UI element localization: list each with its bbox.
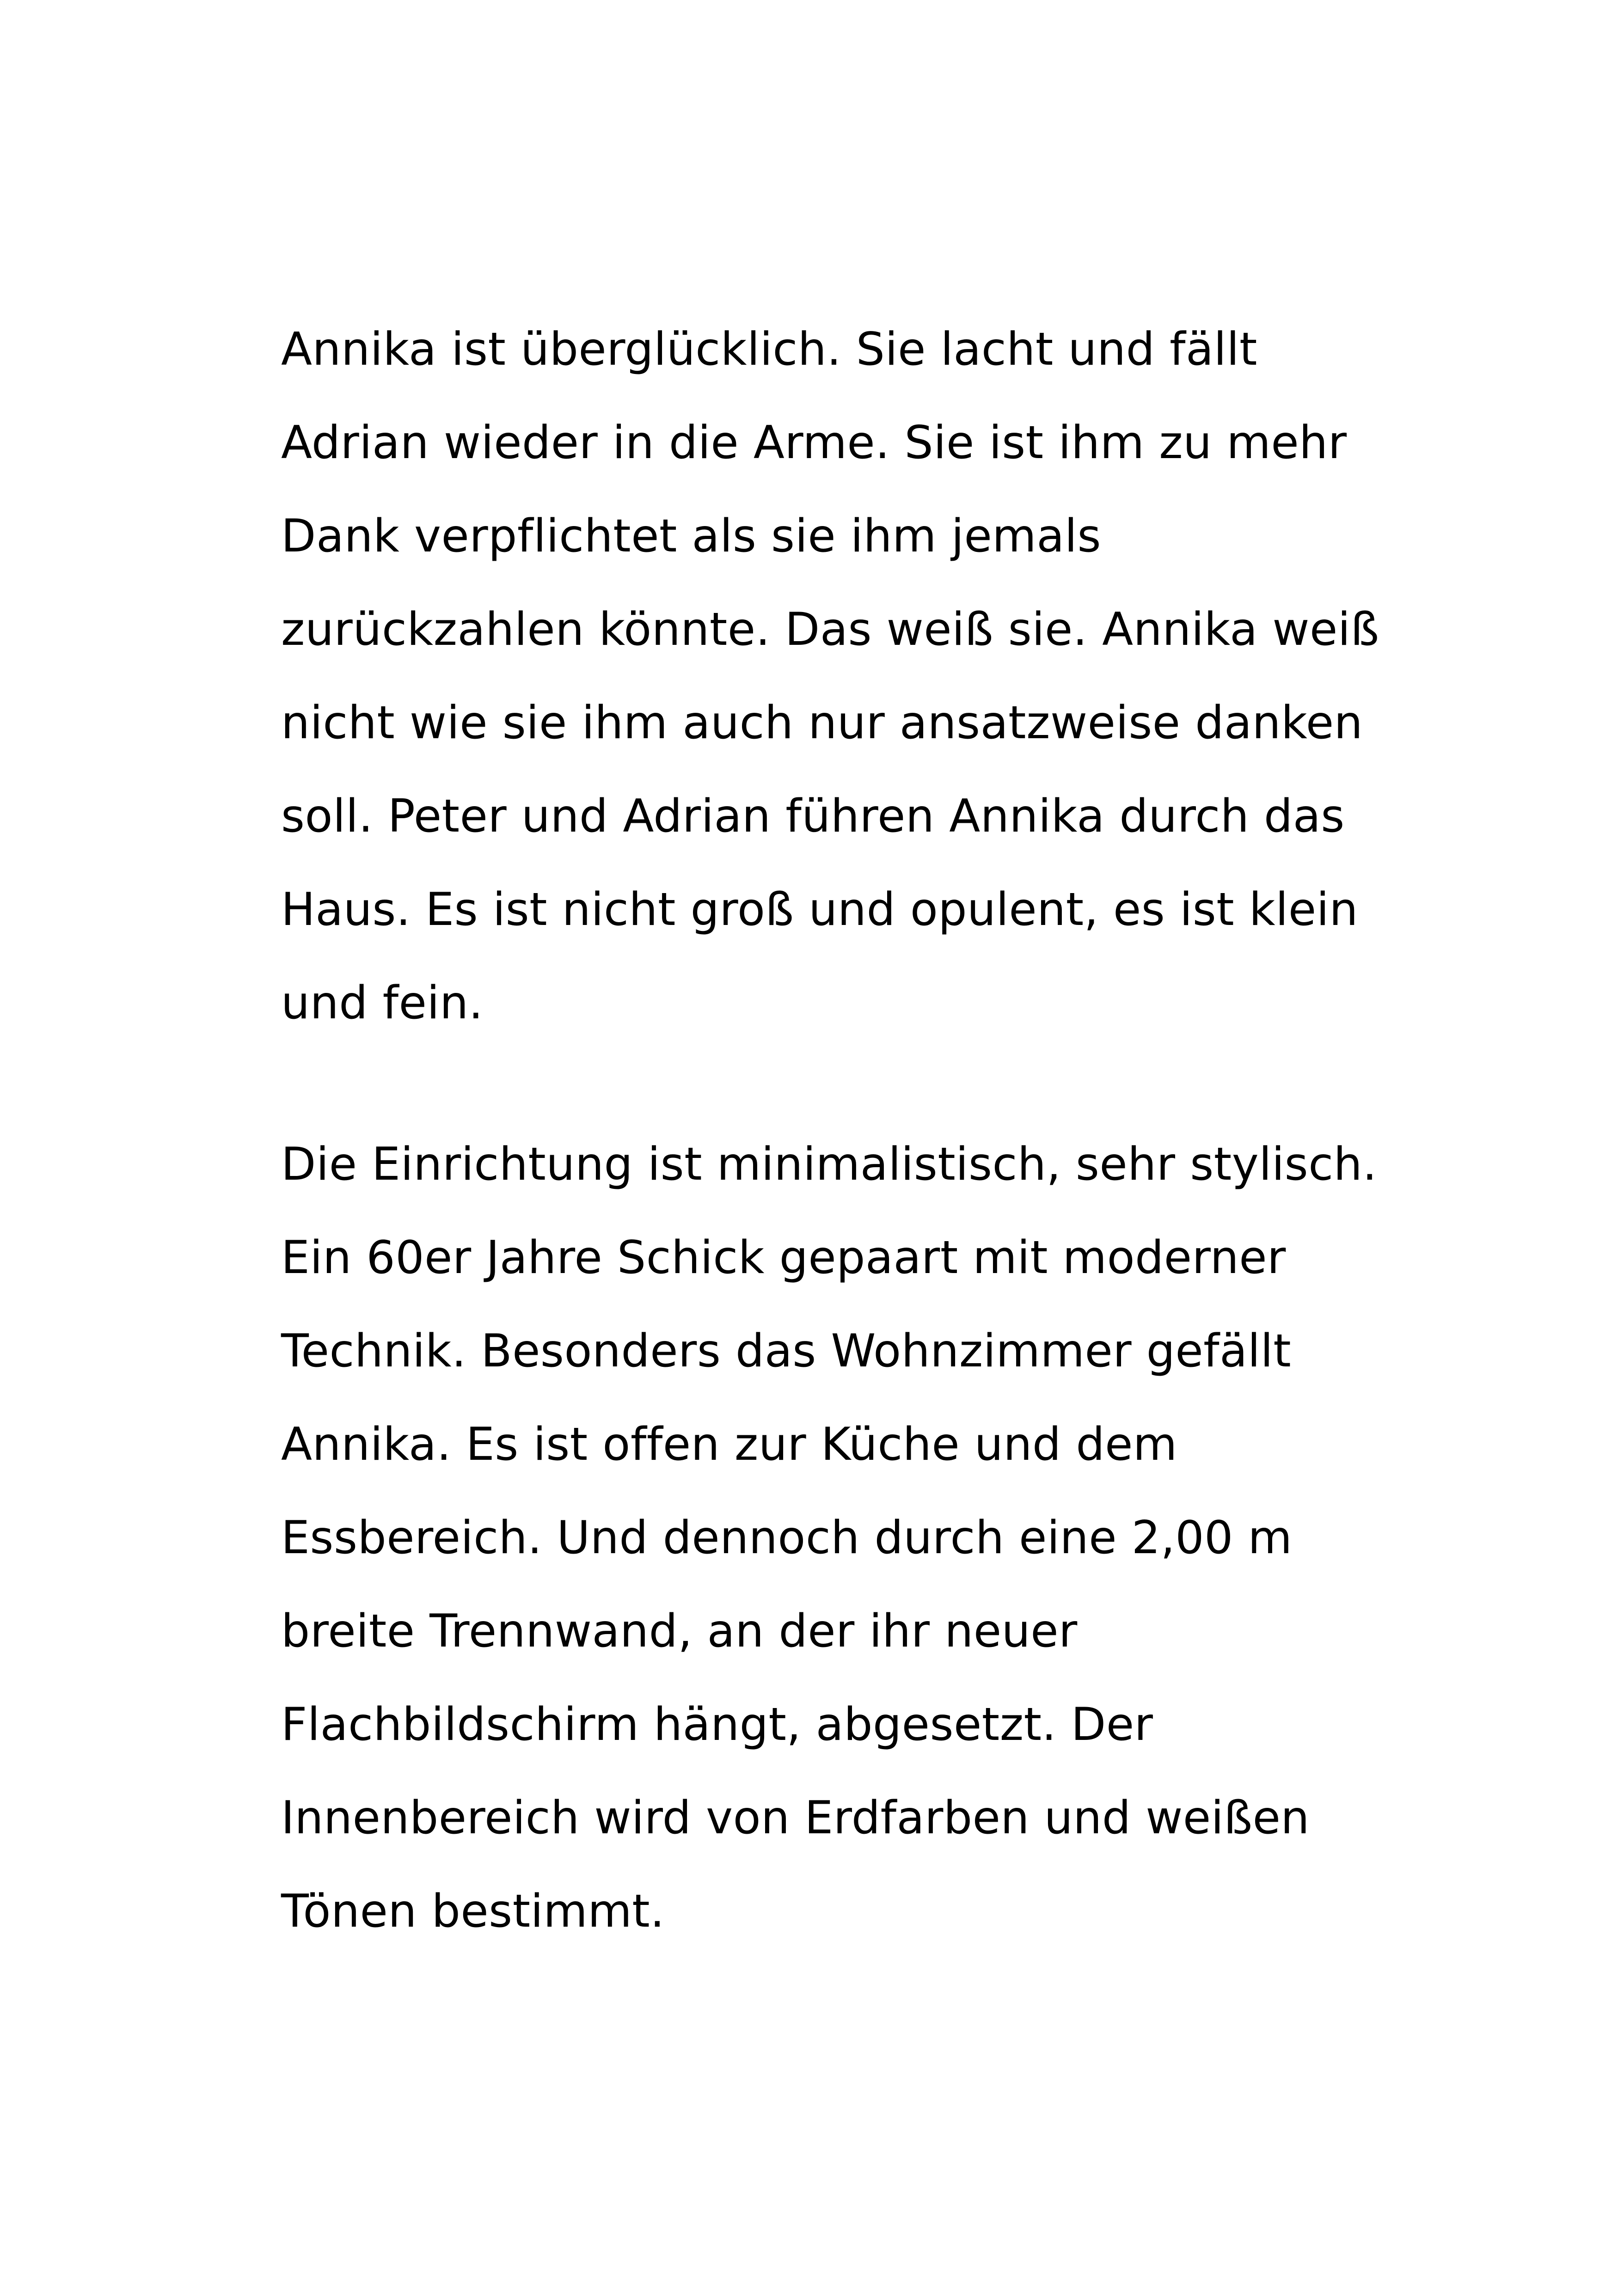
text-line: Annika ist überglücklich. Sie lacht und fällt (281, 323, 1257, 376)
text-line: Dank verpflichtet als sie ihm jemals (281, 510, 1102, 563)
text-line: Tönen bestimmt. (281, 1885, 665, 1938)
text-line: Innenbereich wird von Erdfarben und weißen (281, 1792, 1310, 1844)
paragraph-1 (281, 303, 1391, 1050)
text-line: Ein 60er Jahre Schick gepaart mit moderner (281, 1231, 1286, 1284)
text-line: breite Trennwand, an der ihr neuer (281, 1605, 1078, 1658)
text-line: Annika. Es ist offen zur Küche und dem (281, 1418, 1177, 1471)
text-line: Essbereich. Und dennoch durch eine 2,00 m (281, 1512, 1293, 1564)
text-line: Die Einrichtung ist minimalistisch, sehr stylisch. (281, 1138, 1377, 1191)
text-line: Flachbildschirm hängt, abgesetzt. Der (281, 1698, 1153, 1751)
text-line: Adrian wieder in die Arme. Sie ist ihm zu mehr (281, 416, 1347, 469)
text-line: Haus. Es ist nicht groß und opulent, es ist klein (281, 883, 1358, 936)
text-line: nicht wie sie ihm auch nur ansatzweise danken (281, 697, 1363, 749)
text-line: und fein. (281, 977, 484, 1029)
paragraph-2 (281, 1118, 1391, 1958)
text-line: Technik. Besonders das Wohnzimmer gefällt (281, 1325, 1292, 1378)
text-line: zurückzahlen könnte. Das weiß sie. Annika weiß (281, 603, 1379, 656)
text-line: soll. Peter und Adrian führen Annika durch das (281, 790, 1345, 843)
